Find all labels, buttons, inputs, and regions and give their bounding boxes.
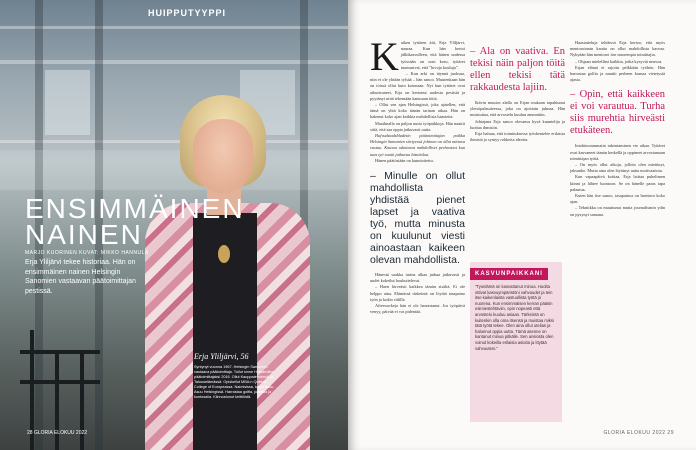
page-folio-left: 28 GLORIA ELOKUU 2022 (27, 430, 88, 436)
text-column-2 (470, 40, 565, 143)
page-folio-right: GLORIA ELOKUU 2022 29 (603, 430, 674, 436)
paragraph: – Kun arki on täynnä juoksua, niin ei ole yhtään tylsää – hän sanoo. Muutenkaan hän on töissä ollut kuin kotonaan. Nyt kun tyttäret ovat aikuistuneet, Erja on kertonut uudesta pestistä ja pyytänyt niitä tekemään kanssaan töitä. (370, 71, 465, 101)
background-window (45, 70, 90, 135)
drop-cap: K (370, 34, 399, 79)
paragraph: Erja haluaa, että toimituksessa työskentelee erilaisia ihmisiä ja syntyy rohkeita ideoita. (470, 131, 565, 143)
background-beam (0, 26, 348, 29)
pull-quote: – Minulle on ollut mahdollista yhdistää pienet lapset ja vaativa työ, mutta minusta on kuulunut viesti ainoastaan kaikeen olevan mahdollista. (370, 170, 465, 267)
paragraph: Kun vapaapäivä koittaa, Erja laittaa puhelimen kiinni ja lähtee luontoon. Se on hänelle paras tapa palautua. (570, 174, 665, 192)
paragraph: Hufvudstadsbladetin päätoimittajan paikka Helsingin Sanomien siirtyessä johtoon on ollut mittava vastuu. Kotona odottavat mahdolliset perheasiat kun taas työ vaatii jatkuvaa läsnäoloa. (370, 133, 465, 157)
background-beam (0, 60, 348, 64)
paragraph: Kuten hän itse sanoo, tasapainoa on haettava koko ajan. (570, 193, 665, 205)
paragraph: – On myös ollut aikoja, jolloin olen miettinyt, jaksanko. Mutta aina olen löytänyt uutta motivaatiota. (570, 162, 665, 174)
face (193, 119, 253, 193)
caption-title: Erja Yliljärvi, 56 (194, 352, 249, 361)
paragraph: Johtajana Erja sanoo olevansa hyvä kuuntelija ja luottaa ihmisiin. (470, 118, 565, 130)
paragraph: Maailmalla on paljon uusia työpaikkoja. Hän nauttii siitä, että saa oppia jatkuvasti uutta. (370, 120, 465, 132)
sidebar-box (470, 262, 562, 422)
paragraph: Haastatteluja tehdessä Erja kertoo, että myös mentoroinnin kautta on ollut mahdollista kasvaa. Nykyään hän mentoroi itse nuorempia toimittajia. (570, 40, 665, 58)
section-kicker: HUIPPUTYYPPI (148, 8, 227, 18)
text-column-3 (570, 40, 665, 218)
paragraph: Hänestä saakka tarina alkaa jatkua jatkuvasti ja uudet kokeilut houkuttelevat. (370, 272, 465, 284)
lede: Erja Yliljärvi tekee historiaa. Hän on ensimmäinen nainen Helsingin Sanomien vastaavan päätoimittajan pestissä. (25, 259, 136, 295)
paragraph: Hänen päätöstään on kunnioitettu. (375, 157, 434, 163)
text-column-1 (370, 34, 465, 315)
paragraph: Erjan elämä ei rajoitu pelkkään työhön. Hän harrastaa golfia ja nauttii perheen kanssa vietetystä ajasta. (570, 64, 665, 83)
paragraph: Afterworkeja hän ei ole harrastanut. Jos työpäivä venyy, päivää ei voi pidentää. (370, 303, 465, 315)
byline: MARJO KUORINEN KUVAT: MIKKO HANNULA (25, 250, 149, 256)
paragraph: – Ohjaan mielelläni kaikkia, jotka kysyvät neuvoa. (575, 58, 663, 64)
pull-quote: – Ala on vaativa. En tekisi näin paljon töitä ellen tekisi tätä rakkaudesta lajiin. (470, 46, 565, 93)
article-title (25, 193, 325, 250)
sidebar-text: ”Tyoelämä on kasvattanut minua. Huolta ottivat kasvuympäristöni vahvuudet ja tein itse kaikenlaista vastuullista työtä jo nuorena. Kun ensimmäisen kerran pääsin esimiestehtäviin, opin nopeasti että arvostelu kuuluu asiaan. Tärkeintä on kuitenkin olla oma itsensä ja muistaa miksi tätä työtä tekee. Olen aina ollut utelias ja halunnut oppia uutta. Tämä asenne on kantanut minua pitkälle. Sen ansiosta olen voinut kokeilla erilaisia asioita ja löytää vahvuuteni.” (475, 284, 554, 351)
pull-quote: – Opin, että kaikkeen ei voi varautua. Turha siis murehtia hirveästi etukäteen. (570, 89, 665, 137)
paragraph: – Tekniikka on muuttunut mutta journalismin ydin on pysynyt samana. (570, 205, 665, 217)
sidebar-heading: KASVUNPAIKKANI (470, 268, 548, 280)
paragraph: Ikävin muutos alalla on Erjan mukaan tapahtunut yleisöpalautteessa, joka on ajoittain julmaa. Hän muistuttaa, että arvostelu kuuluu ammattiin. (470, 100, 565, 118)
title-line: ENSIMMÄINEN (25, 193, 245, 224)
text-page (348, 0, 696, 450)
paragraph: – Ollut sen ajan Helsingissä, joka ajatellen, että tämä on yhtä koko tämän tarinan aikaa. Hän on hakenut koko ajan kaikkia mahdollisia haasteita. (370, 102, 465, 120)
photo-caption: Syntynyt vuonna 1967. Helsingin Sanomien vastaava päätoimittaja. Tullut sinne Huhtamäen päätoimittajaksi 2016. Ollut Kauppalehdessä ja Talouselämässä. Opiskellut MBA:n Queens College of Europeassa. Naimisissa, kaksi lasta. Asuu Helsingissä. Harrastaa golfia, juoksua ja kuntosalia. Kiinnostunut keittiöstä. (194, 365, 274, 399)
paragraph: Intohimoammatin rakentaminen vie aikaa. Tyttäret ovat kasvaneet tämän keskellä ja oppineet arvostamaan toimittajan työtä. (570, 143, 665, 161)
title-line: NAINEN (25, 219, 143, 250)
paragraph: – Haen hirveästi kaikkea tämän sisältä. Ei ole helppo aina. Elämässä tärkeintä on löytää tasapaino työn ja kodin välillä. (370, 284, 465, 302)
paragraph: aiken tyttären äiti, Erja Yliljärvi, nauraa. Kun hän kertoi jälkikasvulleen, että hänen uudessa työssään on uusi koru, tyttäret tuumasivat, että ”kivoja kouluja”. (400, 40, 465, 70)
